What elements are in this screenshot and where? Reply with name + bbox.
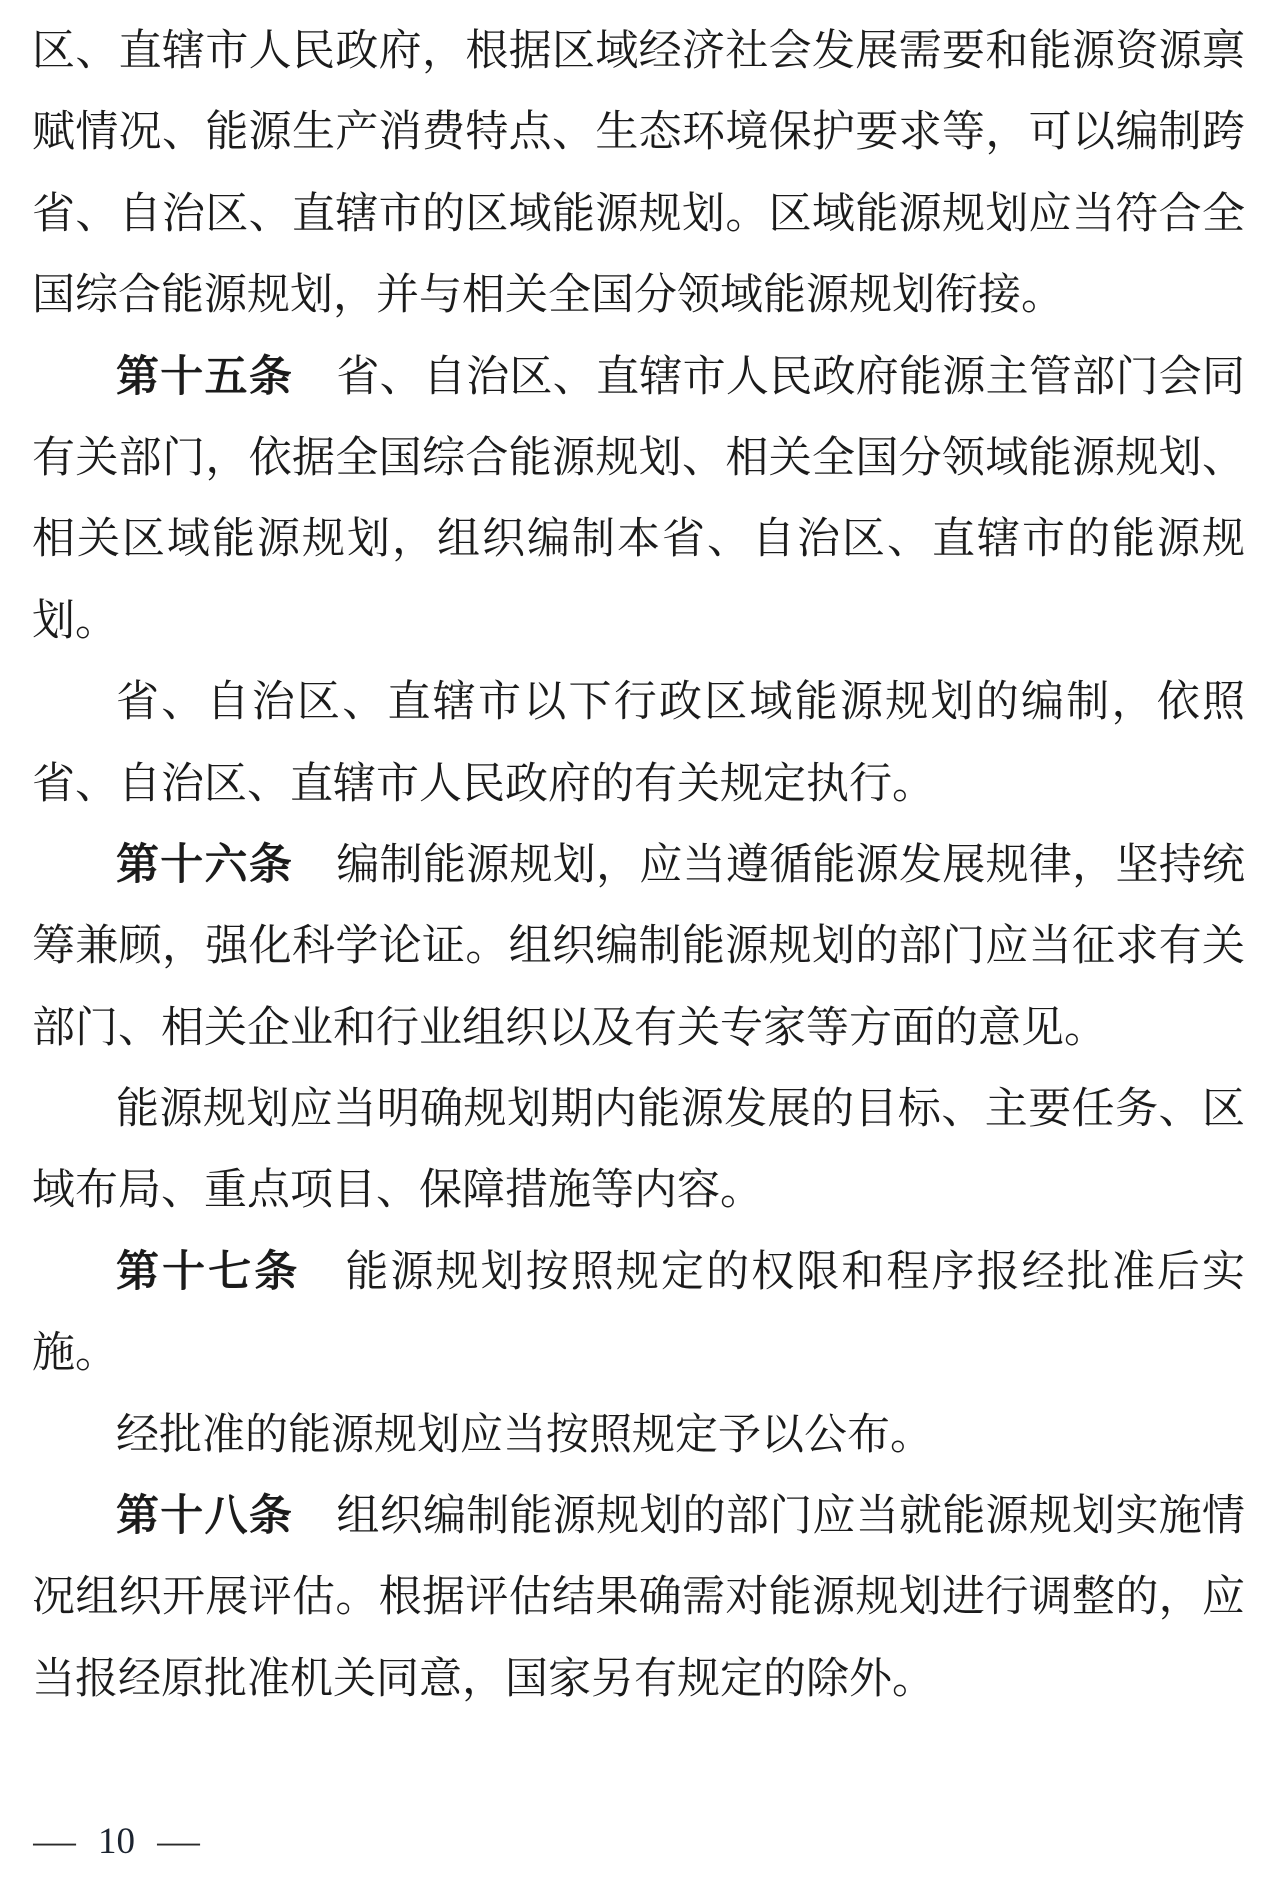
line-text: 况组织开展评估。根据评估结果确需对能源规划进行调整的，应 [32,1574,1245,1622]
text-line [32,1069,1245,1150]
text-line [32,1395,1245,1476]
text-line [32,1557,1245,1638]
text-line [32,906,1245,987]
text-line [32,255,1245,336]
line-text: 域布局、重点项目、保障措施等内容。 [32,1167,763,1215]
document-body [32,11,1245,1720]
line-text: 当报经原批准机关同意，国家另有规定的除外。 [32,1655,935,1703]
line-text: 组织编制能源规划的部门应当就能源规划实施情 [336,1493,1246,1541]
footer-right-dash: — [157,1821,200,1862]
line-text: 省、自治区、直辖市的区域能源规划。区域能源规划应当符合全 [32,190,1245,238]
line-text: 施。 [32,1330,118,1378]
gap-space [293,390,336,391]
text-line [32,418,1245,499]
footer-left-dash: — [33,1821,76,1862]
text-line [32,499,1245,580]
article-number: 第十五条 [116,352,294,401]
text-line [32,1476,1245,1557]
gap-space [293,878,336,879]
line-text: 省、自治区、直辖市以下行政区域能源规划的编制，依照 [116,679,1245,727]
line-text: 省、自治区、直辖市人民政府能源主管部门会同 [336,353,1246,401]
line-text: 相关区域能源规划，组织编制本省、自治区、直辖市的能源规 [32,516,1245,564]
gap-space [293,1529,336,1530]
text-line [32,1313,1245,1394]
line-text: 划。 [32,597,118,645]
line-text: 经批准的能源规划应当按照规定予以公布。 [116,1411,933,1459]
text-line [32,1639,1245,1720]
text-line [32,174,1245,255]
text-line [32,744,1245,825]
text-line [32,581,1245,662]
line-text: 区、直辖市人民政府，根据区域经济社会发展需要和能源资源禀 [32,28,1245,75]
text-line [32,1150,1245,1231]
text-line [32,988,1245,1069]
line-text: 有关部门，依据全国综合能源规划、相关全国分领域能源规划、 [32,434,1245,482]
line-text: 赋情况、能源生产消费特点、生态环境保护要求等，可以编制跨 [32,109,1245,157]
text-line [32,337,1245,418]
line-text: 省、自治区、直辖市人民政府的有关规定执行。 [32,760,935,808]
text-line [32,1232,1245,1313]
article-number: 第十八条 [116,1492,294,1541]
text-line [32,662,1245,743]
text-line [32,825,1245,906]
line-text: 部门、相关企业和行业组织以及有关专家等方面的意见。 [32,1004,1107,1052]
gap-space [300,1285,343,1286]
text-line [32,11,1245,92]
line-text: 能源规划应当明确规划期内能源发展的目标、主要任务、区 [116,1086,1245,1134]
line-text: 国综合能源规划，并与相关全国分领域能源规划衔接。 [32,272,1064,320]
page-number: 10 [98,1821,135,1862]
page-footer [33,1821,200,1863]
line-text: 筹兼顾，强化科学论证。组织编制能源规划的部门应当征求有关 [32,923,1245,971]
line-text: 能源规划按照规定的权限和程序报经批准后实 [343,1248,1246,1296]
article-number: 第十六条 [116,840,294,889]
article-number: 第十七条 [116,1247,301,1296]
line-text: 编制能源规划，应当遵循能源发展规律，坚持统 [336,841,1246,889]
text-line [32,92,1245,173]
